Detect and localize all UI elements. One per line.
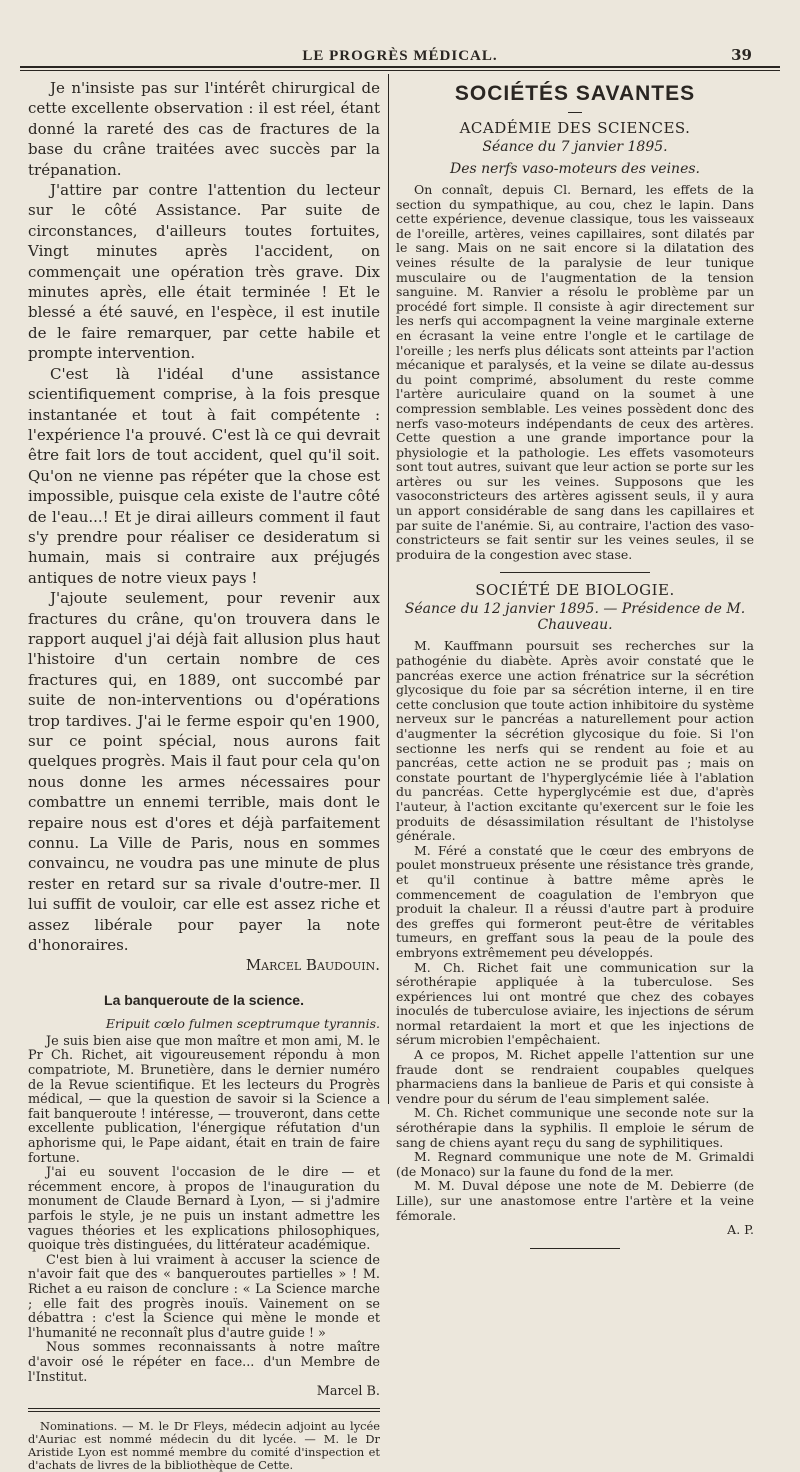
academy-date: Séance du 7 janvier 1895. <box>482 139 668 155</box>
column-divider <box>388 74 389 1104</box>
right-column <box>396 78 754 1249</box>
paragraph: J'ajoute seulement, pour revenir aux fractures du crâne, qu'on trouvera dans le rapport auquel j'ai déjà fait allusion plus haut l'histoire d'un certain nombre de ces fractures qui, en 1889, ont succombé par suite de non-interventions ou d'opérations trop tardives. J'ai le ferme espoir qu'en 1900, sur ce point spécial, nous aurons fait quelques progrès. Mais il faut pour cela qu'on nous donne les armes nécessaires pour combattre un ennemi terrible, mais dont le repaire nous est d'ores et déjà parfaitement connu. La Ville de Paris, nous en sommes convaincu, ne voudra pas une minute de plus rester en retard sur sa rivale d'outre-mer. Il lui suffit de vouloir, car elle est assez riche et assez libérale pour payer la note d'honoraires. <box>28 589 380 955</box>
page-number: 39 <box>731 46 752 64</box>
signature: Marcel B. <box>316 1384 380 1400</box>
paragraph: C'est là l'idéal d'une assistance scientifiquement comprise, à la fois presque instantanée et tout à fait compétente : l'expérience l'a prouvé. C'est là ce qui devrait être fait lors de tout accident, quel qu'il soit. Qu'on ne vienne pas répéter que la chose est impossible, puisque cela existe de l'autre côté de l'eau...! Et je dirai ailleurs comment il faut s'y prendre pour réaliser ce desideratum si humain, mais si contraire aux préjugés antiques de notre vieux pays ! <box>28 364 380 587</box>
paragraph: Je n'insiste pas sur l'intérêt chirurgical de cette excellente observation : il est réel, étant donné la rareté des cas de fractures de la base du crâne traitées avec succès par la trépanation. <box>28 79 380 179</box>
notes-rule-thin <box>28 1411 380 1412</box>
biology-heading: SOCIÉTÉ DE BIOLOGIE. <box>475 581 675 600</box>
academy-report <box>396 183 754 562</box>
paragraph: On connaît, depuis Cl. Bernard, les effets de la section du sympathique, au cou, chez le lapin. Dans cette expérience, devenue classique, tous les vaisseaux de l'oreille, artères, veines capillaires, sont dilatés par le sang. Mais on ne sait encore si la dilatation des veines résulte de la paralysie de leur tunique musculaire ou de l'augmentation de la tension sanguine. M. Ranvier a résolu le problème par un procédé fort simple. Il consiste à agir directement sur les nerfs qui accompagnent la veine marginale externe en écrasant la veine entre l'ongle et le cartilage de l'oreille ; les nerfs plus délicats sont atteints par l'action mécanique et paralysés, et la veine se dilate au-dessus du point comprimé, absolument du reste comme l'artère auriculaire quand on la soumet à une compression semblable. Les veines possèdent donc des nerfs vaso-moteurs indépendants de ceux des artères. Cette question a une grande importance pour la physiologie et la pathologie. Les effets vasomoteurs sont tout autres, suivant que leur action se porte sur les artères ou sur les veines. Supposons que les vasoconstricteurs des artères agissent seuls, il y aura un apport considérable de sang dans les capillaires et par suite de l'anémie. Si, au contraire, l'action des vaso-constricteurs se fait sentir sur les veines seules, il se produira de la congestion avec stase. <box>396 182 754 562</box>
paragraph: M. Ch. Richet fait une communication sur la sérothérapie appliquée à la tuberculose. Ses expériences lui ont montré que chez des cobayes inoculés de tuberculose aviaire, les injections de sérum normal retardaient la mort et que les injections de sérum microbien l'empêchaient. <box>396 959 754 1048</box>
nominations-note <box>28 1420 380 1472</box>
paragraph: M. Regnard communique une note de M. Grimaldi (de Monaco) sur la faune du fond de la mer. <box>396 1149 754 1179</box>
biology-report <box>396 639 754 1237</box>
left-column <box>28 78 380 1472</box>
signature: A. P. <box>727 1222 754 1238</box>
running-title: LE PROGRÈS MÉDICAL. <box>302 48 498 64</box>
paragraph: Je suis bien aise que mon maître et mon ami, M. le Pr Ch. Richet, ait vigoureusement répondu à mon compatriote, M. Brunetière, dans le dernier numéro de la Revue scientifique. Et les lecteurs du Progrès médical, — que la question de savoir si la Science a fait banqueroute ! intéresse, — trouveront, dans cette excellente publication, l'énergique réfutation d'un aphorisme qui, le Pape aidant, était en train de faire fortune. <box>28 1033 380 1166</box>
section-heading: SOCIÉTÉS SAVANTES <box>454 82 696 105</box>
notes-rule <box>28 1408 380 1409</box>
academy-topic: Des nerfs vaso-moteurs des veines. <box>449 161 700 177</box>
biology-date: Séance du 12 janvier 1895. — Présidence de M. Chauveau. <box>404 601 746 634</box>
academy-heading: ACADÉMIE DES SCIENCES. <box>459 119 691 137</box>
section-title: La banqueroute de la science. <box>104 991 304 1008</box>
paragraph: J'ai eu souvent l'occasion de le dire — et récemment encore, à propos de l'inauguration du monument de Claude Bernard à Lyon, — si j'admire parfois le style, je ne puis un instant admettre les vagues théories et les explications philosophiques, quoique très distinguées, du littérateur académique. <box>28 1165 380 1254</box>
paragraph: J'attire par contre l'attention du lecteur sur le côté Assistance. Par suite de circonstances, d'ailleurs toutes fortuites, Vingt minutes après l'accident, on commençait une opération très grave. Dix minutes après, elle était terminée ! Et le blessé a été sauvé, en l'espèce, il est inutile de le faire remarquer, par cette habile et prompte intervention. <box>28 181 380 363</box>
paragraph: Nous sommes reconnaissants à notre maître d'avoir osé le répéter en face... d'un Membre de l'Institut. <box>28 1340 380 1385</box>
paragraph: M. Kauffmann poursuit ses recherches sur la pathogénie du diabète. Après avoir constaté que le pancréas exerce une action frénatrice sur la sécrétion glycosique du foie par sa sécrétion interne, il en tire cette conclusion que toute action inhibitoire du système nerveux sur le pancréas a naturellement pour action d'augmenter la sécrétion glycosique du foie. Si l'on sectionne les nerfs qui se rendent au foie et au pancréas, cette action ne se produit pas ; mais on constate pourtant de l'hyperglycémie liée à l'ablation du pancréas. Cette hyperglycémie est due, d'après l'auteur, à l'action excitante qu'exercent sur le foie les produits de désassimilation résultant de l'histolyse générale. <box>396 638 754 844</box>
header-rule <box>20 66 780 68</box>
paragraph: A ce propos, M. Richet appelle l'attention sur une fraude dont se rendraient coupables quelques pharmaciens dans la banlieue de Paris et qui consiste à vendre pour du sérum de l'eau simplement salée. <box>396 1047 754 1106</box>
signature: Marcel Baudouin. <box>245 956 380 975</box>
heading-dash <box>568 112 582 113</box>
section-rule <box>500 572 650 573</box>
article-banqueroute <box>28 1035 380 1400</box>
article-continuation <box>28 78 380 976</box>
paragraph: M. M. Duval dépose une note de M. Debierre (de Lille), sur une anastomose entre l'artère et la veine fémorale. <box>396 1178 754 1223</box>
paragraph: M. Féré a constaté que le cœur des embryons de poulet monstrueux présente une résistance très grande, et qu'il continue à battre même après le commencement de coagulation de l'embryon que produit la chaleur. Il a réussi d'autre part à produire des greffes qui formeront peut-être de véritables tumeurs, en greffant sous la peau de la poule des embryons extrêmement peu développés. <box>396 842 754 960</box>
end-rule <box>530 1248 620 1249</box>
epigraph: Eripuit cœlo fulmen sceptrumque tyrannis. <box>105 1015 380 1031</box>
paragraph: C'est bien à lui vraiment à accuser la science de n'avoir fait que des « banqueroutes partielles » ! M. Richet a eu raison de conclure : « La Science marche ; elle fait des progrès inouïs. Vainement on se débattra : c'est la Science qui mène le monde et l'humanité ne reconnaît plus d'autre guide ! » <box>28 1252 380 1341</box>
header-rule-thin <box>20 70 780 71</box>
page-header <box>20 44 780 66</box>
paragraph: Nominations. — M. le Dr Fleys, médecin adjoint au lycée d'Auriac est nommé médecin du dit lycée. — M. le Dr Aristide Lyon est nommé membre du comité d'inspection et d'achats de livres de la bibliothèque de Cette. <box>28 1418 380 1472</box>
paragraph: M. Ch. Richet communique une seconde note sur la sérothérapie dans la syphilis. Il emploie le sérum de sang de chiens ayant reçu du sang de syphilitiques. <box>396 1105 754 1150</box>
